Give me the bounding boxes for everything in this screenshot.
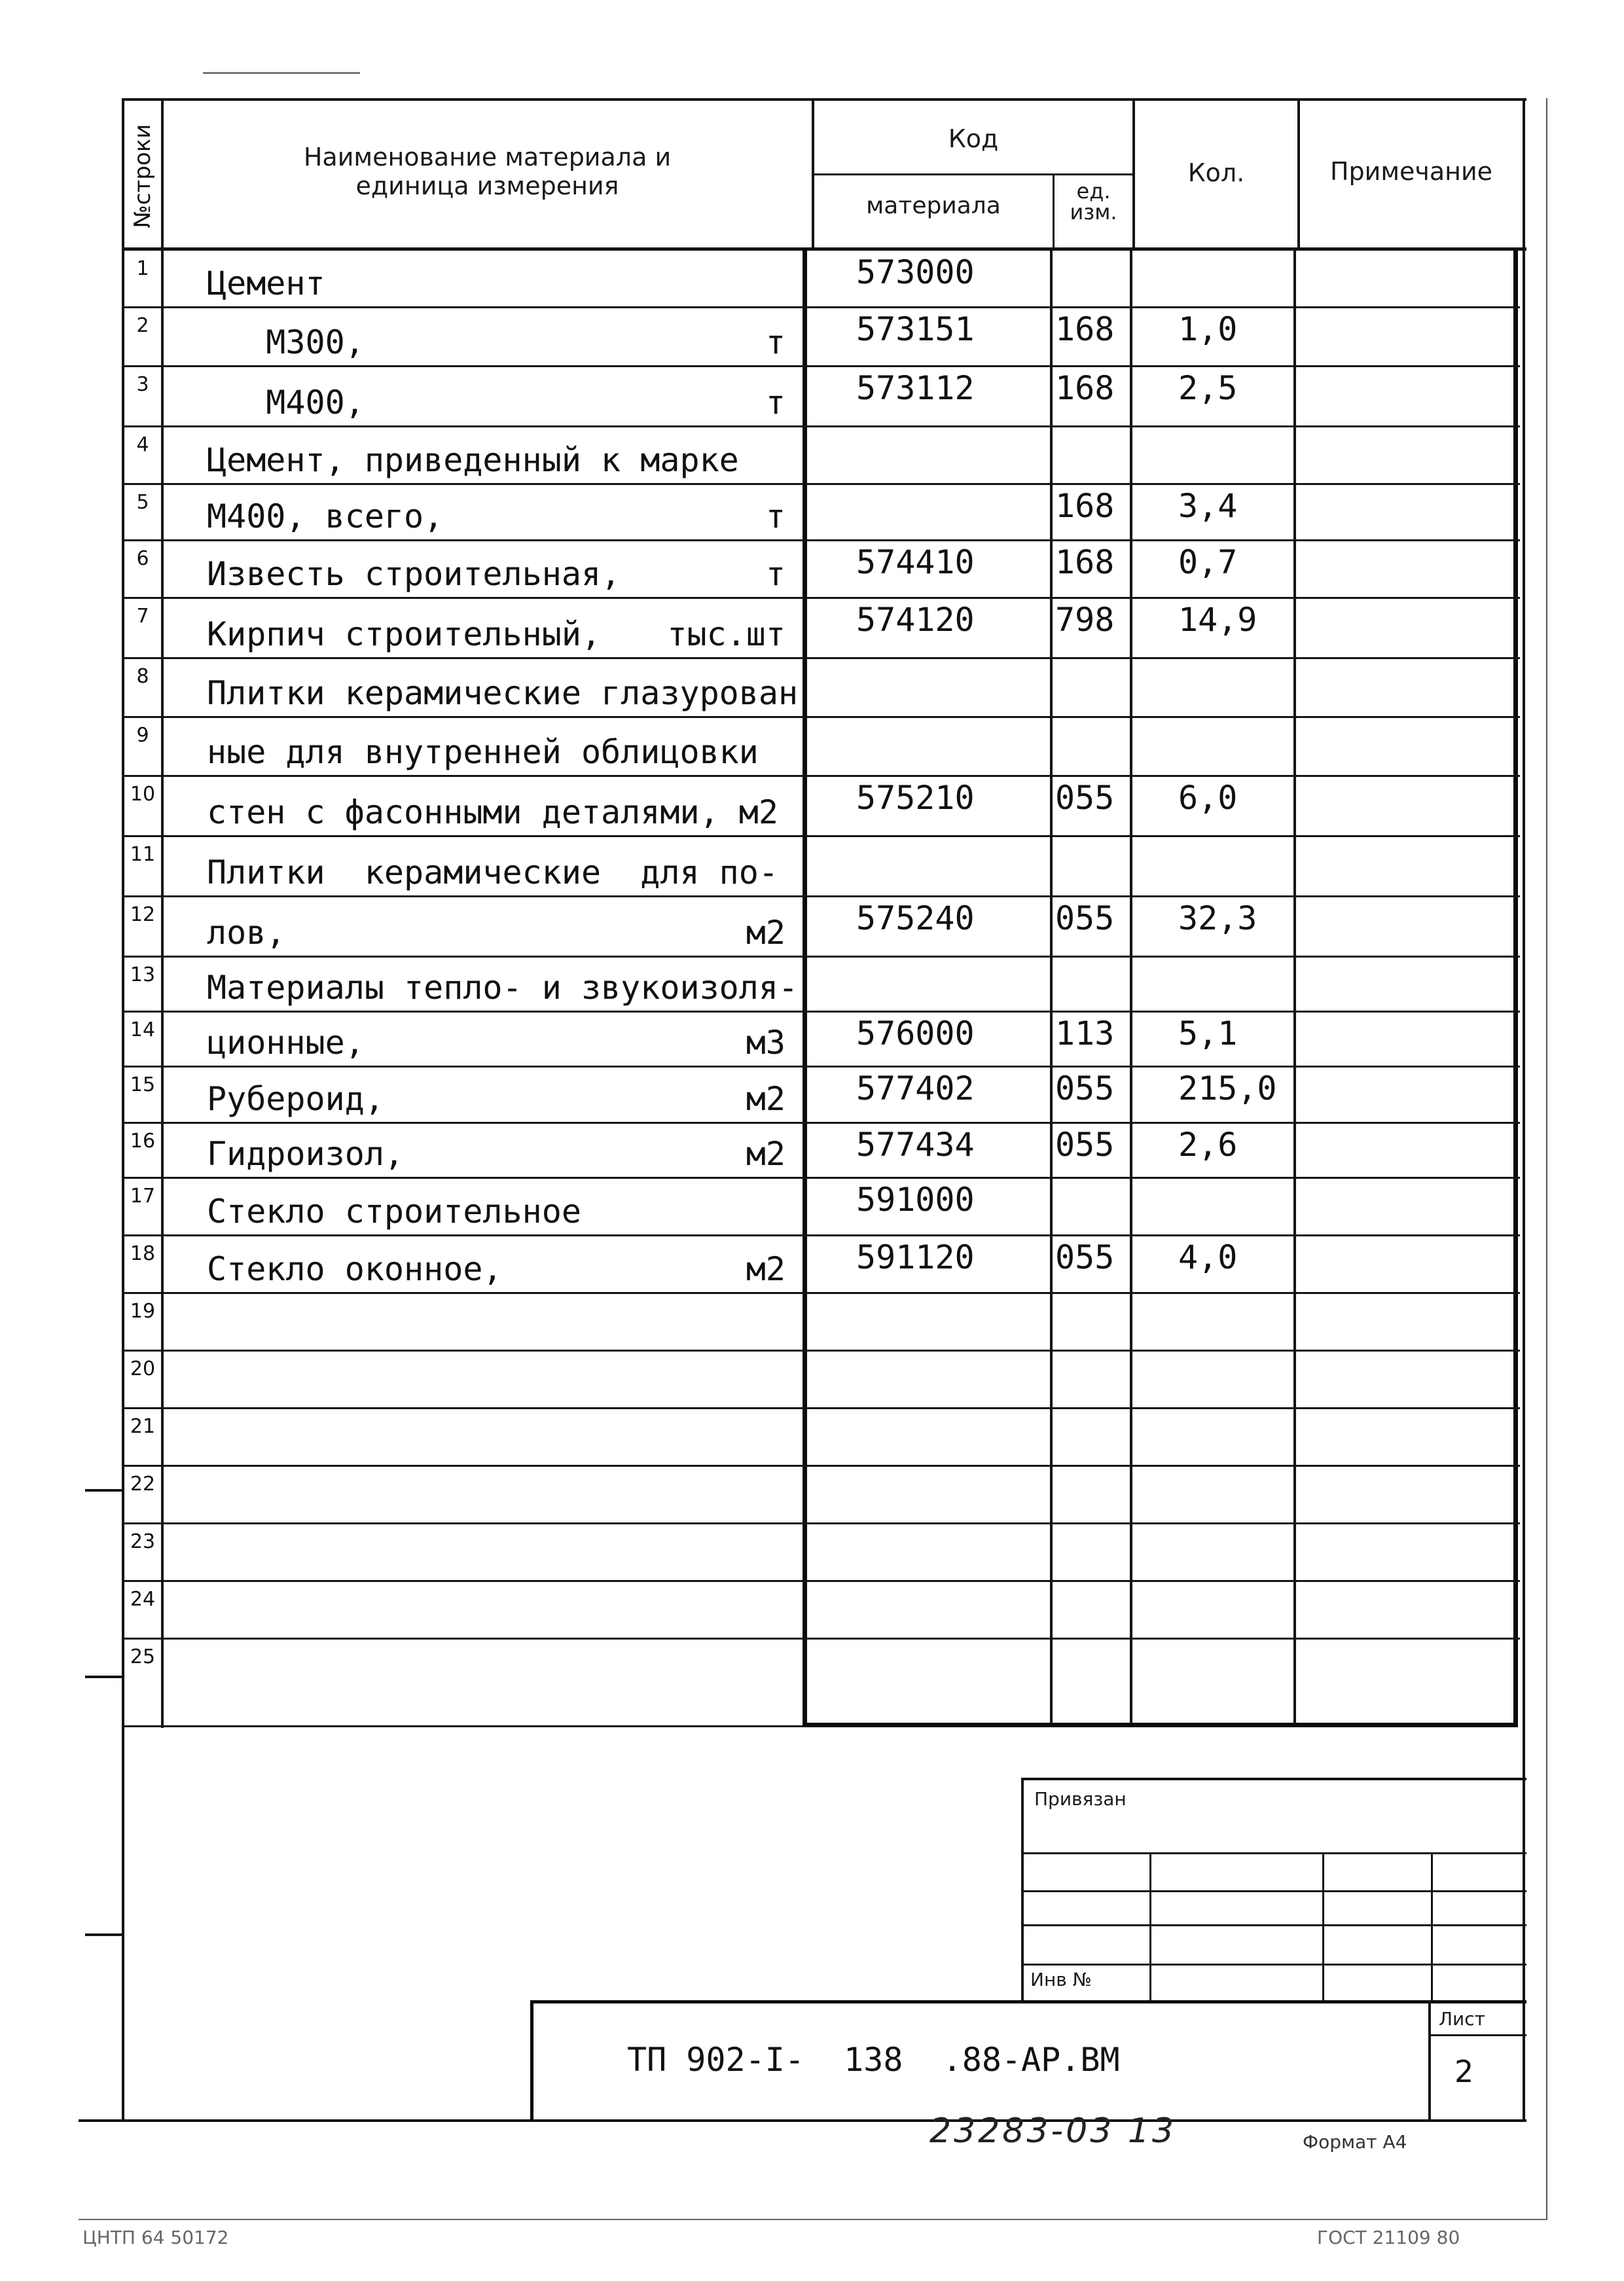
row-number: 6 (136, 547, 149, 570)
material-code: 591000 (856, 1181, 975, 1219)
row-separator (122, 1177, 1520, 1179)
stamp-inv-label: Инв № (1030, 1969, 1092, 1990)
material-name: Стекло оконное, (207, 1250, 503, 1288)
row-number: 5 (136, 491, 149, 514)
row-separator (122, 1407, 1520, 1409)
material-name: Цемент (207, 264, 325, 302)
header-rownum-text: №строки (130, 124, 156, 228)
row-number: 18 (130, 1242, 156, 1265)
quantity: 32,3 (1178, 899, 1257, 937)
material-code: 574410 (856, 543, 975, 581)
frame-left-border (122, 98, 124, 2121)
quantity: 0,7 (1178, 543, 1238, 581)
quantity: 14,9 (1178, 601, 1257, 639)
material-name: Кирпич строительный, (207, 615, 602, 653)
sheet-label: Лист (1439, 2008, 1485, 2030)
designation-block-left (530, 2000, 533, 2121)
sheet-number: 2 (1454, 2054, 1474, 2089)
material-name: Материалы тепло- и звукоизоля- (207, 969, 799, 1007)
quantity: 6,0 (1178, 779, 1238, 817)
quantity: 2,6 (1178, 1126, 1238, 1164)
frame-top-border (122, 98, 1526, 101)
stamp-col-3 (1431, 1852, 1433, 2002)
material-code: 577402 (856, 1069, 975, 1107)
row-number: 3 (136, 373, 149, 396)
unit-code: 168 (1055, 369, 1115, 407)
measure-unit: т (765, 555, 785, 593)
header-note-label: Примечание (1329, 157, 1493, 186)
row-number: 10 (130, 783, 156, 806)
body-right-bold-border (1513, 249, 1518, 1727)
body-bottom-bold-border (803, 1723, 1518, 1727)
row-separator (122, 1122, 1520, 1124)
measure-unit: т (765, 384, 785, 422)
row-separator (122, 895, 1520, 897)
stamp-row-1 (1021, 1852, 1526, 1854)
unit-code: 113 (1055, 1015, 1115, 1052)
row-separator (122, 956, 1520, 958)
header-code-subdivider (812, 173, 1132, 175)
document-designation: ТП 902-I- 138 .88-АР.ВМ (627, 2041, 1120, 2079)
row-number: 1 (136, 257, 149, 280)
row-number: 22 (130, 1473, 156, 1496)
stamp-outer-top (1021, 1778, 1526, 1780)
stamp-outer-left (1021, 1778, 1024, 2002)
page-edge-right (1546, 98, 1547, 2219)
measure-unit: м2 (746, 1135, 785, 1173)
material-name: Стекло строительное (207, 1193, 581, 1230)
row-number: 19 (130, 1300, 156, 1323)
stamp-row-2 (1021, 1890, 1526, 1892)
handwritten-archive-number: 23283-03 13 (929, 2111, 1177, 2151)
row-separator (122, 1350, 1520, 1352)
sheet-box-left (1428, 2000, 1431, 2121)
designation-block-top (530, 2000, 1526, 2003)
unit-code: 055 (1055, 779, 1115, 817)
unit-code: 055 (1055, 1069, 1115, 1107)
measure-unit: т (765, 497, 785, 535)
measure-unit: м3 (746, 1024, 785, 1062)
stamp-row-4 (1021, 1964, 1526, 1966)
unit-code: 168 (1055, 543, 1115, 581)
row-separator (122, 597, 1520, 599)
header-code-material-label: материала (866, 192, 1001, 219)
material-name: М400, (207, 384, 365, 422)
body-unit-divider (1130, 249, 1132, 1724)
stamp-row-3 (1021, 1924, 1526, 1926)
stamp-col-1 (1149, 1852, 1151, 2002)
header-code-unit-line2: изм. (1070, 200, 1117, 225)
quantity: 4,0 (1178, 1238, 1238, 1276)
row-separator (122, 1292, 1520, 1294)
row-separator (122, 539, 1520, 541)
material-code: 573112 (856, 369, 975, 407)
stamp-col-2 (1322, 1852, 1324, 2002)
header-rownum-divider (161, 98, 164, 1728)
left-bottom-cut-text: ЦНТП 64 50172 (82, 2227, 229, 2248)
row-number: 8 (136, 665, 149, 688)
measure-unit: тыс.шт (667, 615, 785, 653)
row-number: 23 (130, 1530, 156, 1553)
material-code: 575240 (856, 899, 975, 937)
body-qty-divider (1293, 249, 1296, 1724)
row-number: 21 (130, 1415, 156, 1438)
material-code: 575210 (856, 779, 975, 817)
row-separator (122, 425, 1520, 427)
material-name: М300, (207, 323, 365, 361)
material-code: 574120 (856, 601, 975, 639)
header-name-line2: единица измерения (355, 171, 619, 200)
material-code: 591120 (856, 1238, 975, 1276)
right-bottom-cut-text: ГОСТ 21109 80 (1317, 2227, 1460, 2248)
material-name: М400, всего, (207, 497, 444, 535)
material-code: 573151 (856, 310, 975, 348)
row-separator (122, 1011, 1520, 1013)
format-label: Формат А4 (1303, 2131, 1407, 2153)
unit-code: 168 (1055, 487, 1115, 525)
row-number: 7 (136, 605, 149, 628)
material-code: 577434 (856, 1126, 975, 1164)
quantity: 2,5 (1178, 369, 1238, 407)
quantity: 1,0 (1178, 310, 1238, 348)
row-number: 15 (130, 1073, 156, 1096)
measure-unit: м2 (746, 914, 785, 952)
measure-unit: м2 (746, 1080, 785, 1118)
material-code: 573000 (856, 253, 975, 291)
edge-tick-left-2 (85, 1676, 124, 1678)
measure-unit: м2 (746, 1250, 785, 1288)
row-number: 4 (136, 433, 149, 456)
material-name: Известь строительная, (207, 555, 621, 593)
header-name-label (165, 143, 810, 200)
material-code: 576000 (856, 1015, 975, 1052)
material-name: Цемент, приведенный к марке (207, 441, 739, 479)
row-separator (122, 1522, 1520, 1524)
edge-tick-left-1 (85, 1489, 124, 1492)
row-number: 12 (130, 903, 156, 926)
unit-code: 055 (1055, 1126, 1115, 1164)
row-number: 14 (130, 1018, 156, 1041)
row-separator (122, 1580, 1520, 1582)
edge-tick-left-3 (85, 1933, 124, 1936)
row-separator (122, 657, 1520, 659)
body-name-bottom-line (122, 1725, 806, 1727)
sheet-box-divider (1428, 2034, 1526, 2036)
row-separator (122, 1066, 1520, 1068)
row-separator (122, 306, 1520, 308)
header-code-label: Код (948, 124, 999, 153)
row-number: 25 (130, 1645, 156, 1668)
quantity: 3,4 (1178, 487, 1238, 525)
unit-code: 055 (1055, 1238, 1115, 1276)
row-separator (122, 1234, 1520, 1236)
material-name: лов, (207, 914, 286, 952)
row-separator (122, 1638, 1520, 1640)
frame-right-border (1523, 98, 1525, 2121)
header-qty-label: Кол. (1187, 158, 1245, 187)
frame-bottom-border (79, 2119, 1526, 2122)
stamp-bound-label: Привязан (1034, 1788, 1127, 1810)
row-separator (122, 365, 1520, 367)
material-name: Плитки керамические глазурован (207, 674, 799, 712)
unit-code: 055 (1055, 899, 1115, 937)
row-separator (122, 716, 1520, 718)
row-number: 20 (130, 1357, 156, 1380)
material-name: ционные, (207, 1024, 365, 1062)
quantity: 215,0 (1178, 1069, 1277, 1107)
row-separator (122, 775, 1520, 777)
body-left-bold-border (803, 249, 807, 1727)
row-number: 13 (130, 963, 156, 986)
unit-code: 798 (1055, 601, 1115, 639)
header-code-unit-label (1055, 181, 1132, 223)
header-name-line1: Наименование материала и (303, 143, 672, 171)
bottom-trim-line (79, 2219, 1547, 2220)
body-material-divider (1050, 249, 1053, 1724)
measure-unit: т (765, 323, 785, 361)
row-number: 17 (130, 1185, 156, 1208)
header-bottom-line (122, 247, 1526, 251)
row-separator (122, 835, 1520, 837)
quantity: 5,1 (1178, 1015, 1238, 1052)
top-scan-mark (203, 72, 360, 74)
row-number: 2 (136, 314, 149, 337)
row-number: 11 (130, 843, 156, 866)
row-separator (122, 483, 1520, 485)
row-separator (122, 1465, 1520, 1467)
material-name: ные для внутренней облицовки (207, 733, 759, 771)
row-number: 9 (136, 724, 149, 747)
header-rownum-label (126, 105, 160, 247)
unit-code: 168 (1055, 310, 1115, 348)
header-code-unit-line1: ед. (1076, 179, 1111, 204)
material-name: Плитки керамические для по- (207, 853, 778, 891)
material-name: Гидроизол, (207, 1135, 405, 1173)
material-name: стен с фасонными деталями, м2 (207, 793, 778, 831)
row-number: 24 (130, 1588, 156, 1611)
material-name: Рубероид, (207, 1080, 384, 1118)
row-number: 16 (130, 1130, 156, 1153)
